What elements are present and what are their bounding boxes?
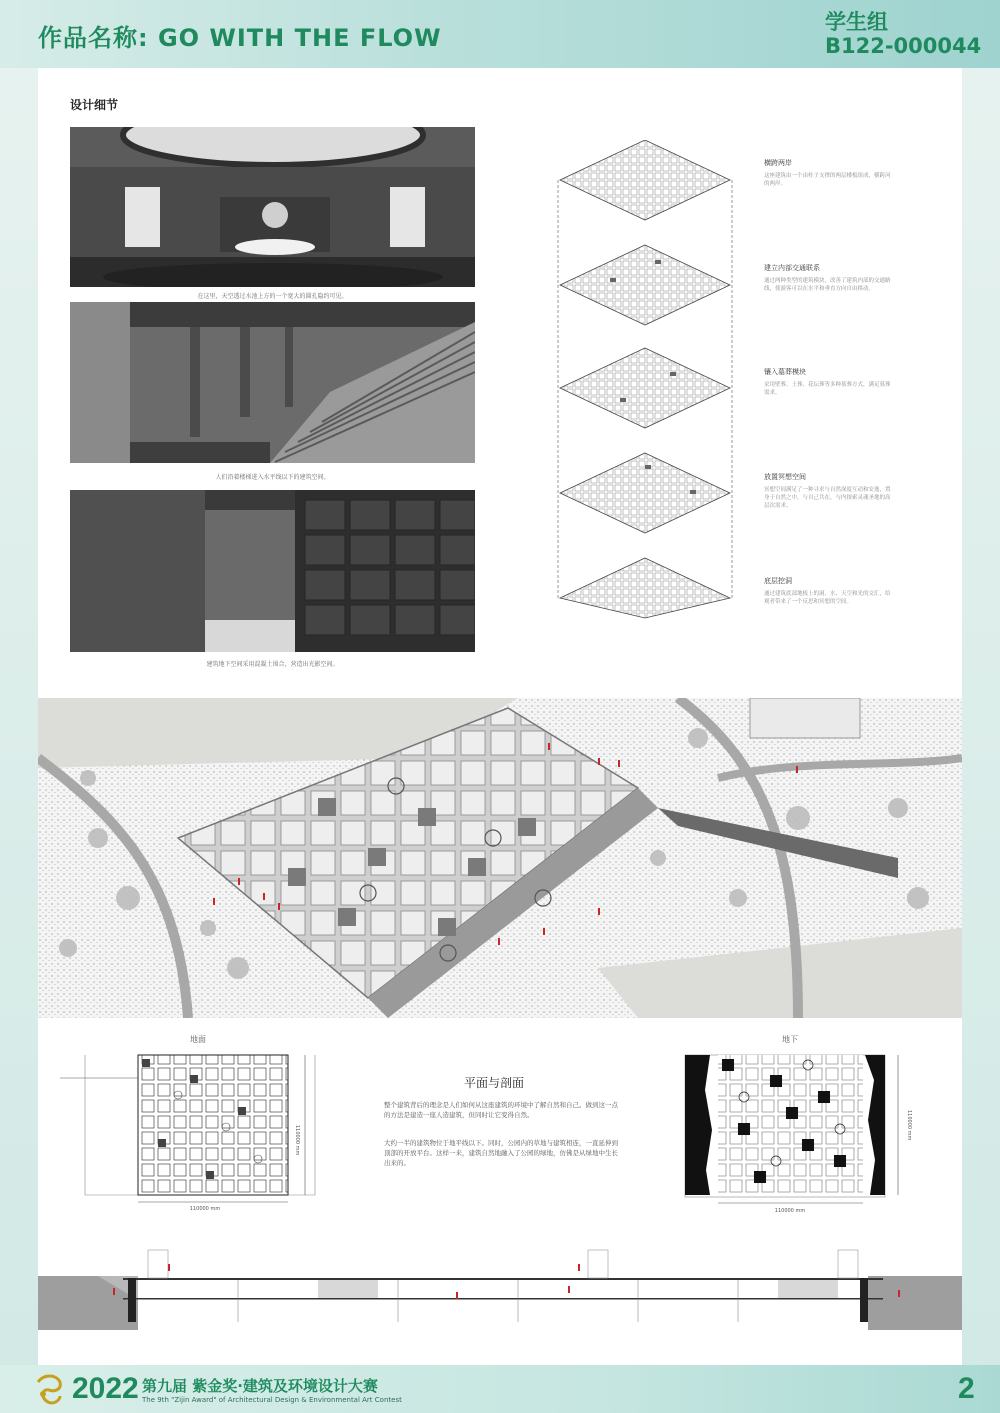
contest-year: 2022 <box>72 1372 139 1405</box>
render-burial-walls <box>70 490 475 652</box>
dim-ground-width: 110000 mm <box>189 1206 221 1212</box>
dim-ground-height: 110000 mm <box>294 1125 300 1156</box>
plan-ground <box>60 1050 330 1220</box>
caption-burial-walls: 建筑地下空间采用混凝土围合，营造出光影空间。 <box>206 661 339 668</box>
stack-step-2-title: 建立内部交通联系 <box>764 264 820 272</box>
plan-underground <box>680 1050 920 1220</box>
contest-name-cn: 第九届 紫金奖·建筑及环境设计大赛 <box>142 1377 378 1395</box>
plan-ground-label: 地面 <box>190 1035 206 1044</box>
dim-underground-height: 110000 mm <box>906 1110 912 1141</box>
stack-step-2-desc: 通过两种类型的建筑模块，改善了建筑内部的交通路线，使游客可以在水平和垂直方向自由移动。 <box>764 278 891 292</box>
group-label: 学生组 <box>825 10 888 34</box>
stack-step-4-title: 放置冥想空间 <box>764 473 806 481</box>
building-section <box>38 1240 962 1330</box>
left-margin-bar <box>0 68 38 1365</box>
right-margin-bar <box>962 68 1000 1365</box>
stack-step-3-title: 镶入墓葬模块 <box>764 368 806 376</box>
stack-step-5-desc: 通过建筑底部地板上的洞，水、天空和光的交汇，给观者带来了一个反思和冥想的空间。 <box>764 591 891 605</box>
caption-courtyard: 在这里，天空透过水池上方的一个宽大的圆孔隐约可见。 <box>197 293 348 300</box>
render-stairs <box>70 302 475 463</box>
plan-underground-label: 地下 <box>782 1035 798 1044</box>
dim-underground-width: 110000 mm <box>774 1208 806 1214</box>
plan-paragraph-2: 大约一半的建筑物位于地平线以下。同时，公园内的草地与建筑相连，一直延伸到顶部的开放平台。这样一来，建筑自然地融入了公园的绿地，仿佛是从绿地中生长出来的。 <box>384 1139 618 1167</box>
stack-step-1-title: 横跨两岸 <box>764 159 792 167</box>
exploded-axonometric <box>550 140 740 620</box>
page-number: 2 <box>958 1372 975 1405</box>
stack-step-4-desc: 冥想空间满足了一种寻求与自然深度互动和安逸，置身于自然之中，与自己共在，与内探索灵魂圣地的高层次需求。 <box>764 487 891 509</box>
stack-step-5-title: 底层挖洞 <box>764 577 792 585</box>
entry-code: B122-000044 <box>825 34 982 58</box>
caption-stairs: 人们沿着楼梯进入水平线以下的建筑空间。 <box>215 474 330 481</box>
aerial-axonometric <box>38 698 962 1018</box>
plan-section-heading: 平面与剖面 <box>464 1076 525 1090</box>
section-title-details: 设计细节 <box>70 98 119 112</box>
work-title: 作品名称: GO WITH THE FLOW <box>38 24 442 52</box>
render-courtyard <box>70 127 475 287</box>
stack-step-1-desc: 这座建筑由一个由柱子支撑的两层楼板组成，横跨河的两岸。 <box>764 173 891 187</box>
stack-step-3-desc: 采用壁葬、土葬、花坛葬等多种墓葬方式，满足墓葬需求。 <box>764 382 891 396</box>
contest-name-en: The 9th "Zijin Award" of Architectural Design & Environmental Art Contest <box>142 1396 402 1404</box>
plan-paragraph-1: 整个建筑背后的理念是人们如何从这座建筑的环境中了解自然和自己。做到这一点的方法是建造一座人造建筑，但同时让它变得自然。 <box>384 1101 618 1119</box>
contest-logo-icon <box>34 1372 64 1408</box>
